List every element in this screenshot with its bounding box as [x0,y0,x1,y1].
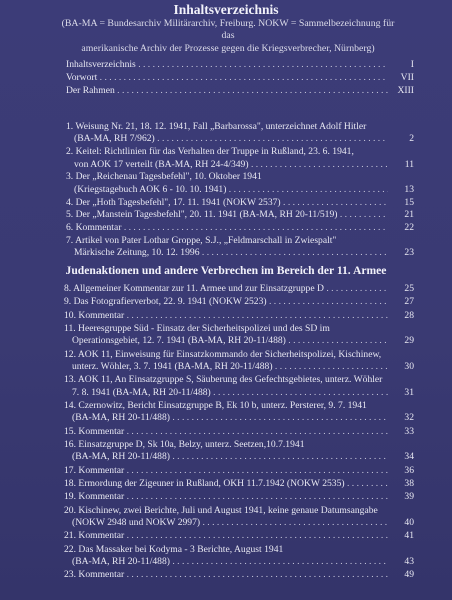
toc-entry-text [64,465,388,477]
toc-page-number: 32 [404,412,414,424]
toc-entry-text: 1. Weisung Nr. 21, 18. 12. 1941, Fall „Barbarossa", unterzeichnet Adolf Hitler [66,121,367,132]
toc-page-number: 11 [404,158,414,170]
toc-entry-text [72,556,388,568]
toc-entry-text [66,59,388,71]
toc-entry-text [64,426,388,438]
toc-entry-text [64,310,388,322]
toc-entry-label: 19. Kommentar . . . [64,491,388,503]
toc-entry-text: 14. Czernowitz, Bericht Einsatzgruppe B, Ek 10 b, unterz. Persterer, 9. 7. 1941 [64,400,367,411]
toc-entry-label: (BA-MA, RH 20-11/488) . . . [72,556,388,568]
toc-entry-text [64,530,388,542]
toc-entry-label: (BA-MA, RH 20-11/488) . . . [72,412,388,424]
toc-entry-text: 20. Kischinew, zwei Berichte, Juli und August 1941, keine genaue Datumsangabe [64,504,378,516]
abbreviation-note-line: amerikanische Archiv der Prozesse gegen die Kriegsverbrecher, Nürnberg) [81,42,375,54]
toc-page-number: 15 [404,196,414,208]
toc-page-number: 23 [404,247,414,259]
toc-entry-text [72,361,388,373]
toc-entry-label: 9. Das Fotografierverbot, 22. 9. 1941 (NOKW 2523) . . . [64,296,388,308]
abbreviation-note-line: (BA-MA = Bundesarchiv Militärarchiv, Freiburg. NOKW = Sammelbezeichnung für das [61,18,395,42]
toc-page-number: 2 [409,133,414,145]
toc-entry-label: 23. Kommentar . . . [64,569,388,581]
toc-entry-label: 15. Kommentar . . . [64,426,388,438]
toc-page-number: I [410,59,414,70]
toc-entry-label: Inhaltsverzeichnis . . . [66,59,388,71]
toc-page-number: 33 [404,425,414,437]
page-title: Inhaltsverzeichnis [173,2,279,17]
toc-page-number: 22 [404,222,414,234]
toc-entry-label: 18. Ermordung der Zigeuner in Rußland, OKH 11.7.1942 (NOKW 2535) . . . [64,478,388,490]
toc-page-number: 38 [404,478,414,489]
toc-page-number: 27 [404,296,414,308]
toc-entry-text [74,133,388,145]
toc-page-number: 25 [404,283,414,294]
toc-page-number: 31 [404,386,414,398]
toc-entry-text [64,478,388,490]
toc-entry-label: 5. Der „Manstein Tagesbefehl", 20. 11. 1941 (BA-MA, RH 20-11/519) . . . [66,209,388,221]
toc-entry-text [66,72,388,84]
toc-page-number: 29 [404,335,414,347]
toc-page-number: 30 [404,361,414,372]
toc-page-number: 41 [404,530,414,542]
toc-entry-label: (BA-MA, RH 20-11/488) . . . [72,451,388,463]
toc-entry-text [64,491,388,503]
toc-entry-label: Vorwort . . . [66,72,388,84]
toc-page-number: 21 [404,209,414,221]
toc-entry-text [64,283,388,295]
section-heading: Judenaktionen und andere Verbrechen im Bereich der 11. Armee [65,264,387,277]
toc-entry-text [64,569,388,581]
toc-entry-text: 11. Heeresgruppe Süd - Einsatz der Sicherheitspolizei und des SD im [64,322,330,334]
toc-entry-text: 2. Keitel: Richtlinien für das Verhalten der Truppe in Rußland, 23. 6. 1941, [66,146,354,158]
toc-page-number: 40 [404,517,414,528]
toc-entry-text [74,247,388,259]
toc-entry-text [72,517,388,529]
toc-entry-text [66,209,388,221]
toc-entry-text [74,184,388,196]
toc-entry-text [74,159,388,171]
toc-entry-text [66,197,388,209]
toc-entry-label: 10. Kommentar . . . [64,310,388,322]
abbreviation-note [58,18,398,55]
toc-entry-text: 13. AOK 11, An Einsatzgruppe S, Säuberung des Gefechtsgebietes, unterz. Wöhler [64,374,383,386]
toc-entry-label: Operationsgebiet, 12. 7. 1941 (BA-MA, RH 20-11/488) . . . [72,335,388,347]
toc-page-number: 43 [404,556,414,567]
toc-page-number: 49 [404,569,414,581]
toc-entry-label: Märkische Zeitung, 10. 12. 1996 . . . [74,247,388,259]
toc-entry-label: von AOK 17 verteilt (BA-MA, RH 24-4/349) . . . [74,159,388,171]
toc-entry-label: (NOKW 2948 und NOKW 2997) . . . [72,517,388,529]
toc-entry-label: 4. Der „Hoth Tagesbefehl", 17. 11. 1941 (NOKW 2537) . . . [66,197,388,209]
toc-entry-text [72,335,388,347]
toc-page-number: 39 [404,491,414,503]
toc-entry-text: 22. Das Massaker bei Kodyma - 3 Berichte, August 1941 [64,543,284,555]
toc-entry-text: 12. AOK 11, Einweisung für Einsatzkommando der Sicherheitspolizei, Kischinew, [64,348,382,360]
toc-entry-text [66,85,388,97]
toc-page-number: 36 [404,464,414,476]
toc-page-number: XIII [397,85,414,97]
toc-entry-text: 7. Artikel von Pater Lothar Groppe, S.J., „Feldmarschall in Zwiespalt" [66,235,337,246]
toc-entry-text [66,222,388,234]
toc-entry-label: 21. Kommentar . . . [64,530,388,542]
toc-page-number: VII [400,72,414,84]
toc-page-number: 34 [404,451,414,463]
toc-entry-text [64,296,388,308]
toc-entry-label: (Kriegstagebuch AOK 6 - 10. 10. 1941) . . . [74,184,388,196]
toc-page-number: 28 [404,309,414,321]
toc-page-number: 13 [404,183,414,195]
toc-entry-label: unterz. Wöhler, 3. 7. 1941 (BA-MA, RH 20-11/488) . . . [72,361,388,373]
toc-entry-text [72,412,388,424]
toc-entry-text: 16. Einsatzgruppe D, Sk 10a, Belzy, unterz. Seetzen,10.7.1941 [64,439,305,450]
toc-entry-text [72,451,388,463]
toc-entry-text [72,387,388,399]
toc-entry-label: 7. 8. 1941 (BA-MA, RH 20-11/488) . . . [72,387,388,399]
toc-entry-text: 3. Der „Reichenau Tagesbefehl", 10. Oktober 1941 [66,171,262,183]
toc-entry-label: 17. Kommentar . . . [64,465,388,477]
toc-entry-label: (BA-MA, RH 7/962) . . . [74,133,388,145]
toc-entry-label: 8. Allgemeiner Kommentar zur 11. Armee und zur Einsatzgruppe D . . . [64,283,388,295]
toc-entry-label: 6. Kommentar . . . [66,222,388,234]
toc-entry-label: Der Rahmen . . . [66,85,388,97]
